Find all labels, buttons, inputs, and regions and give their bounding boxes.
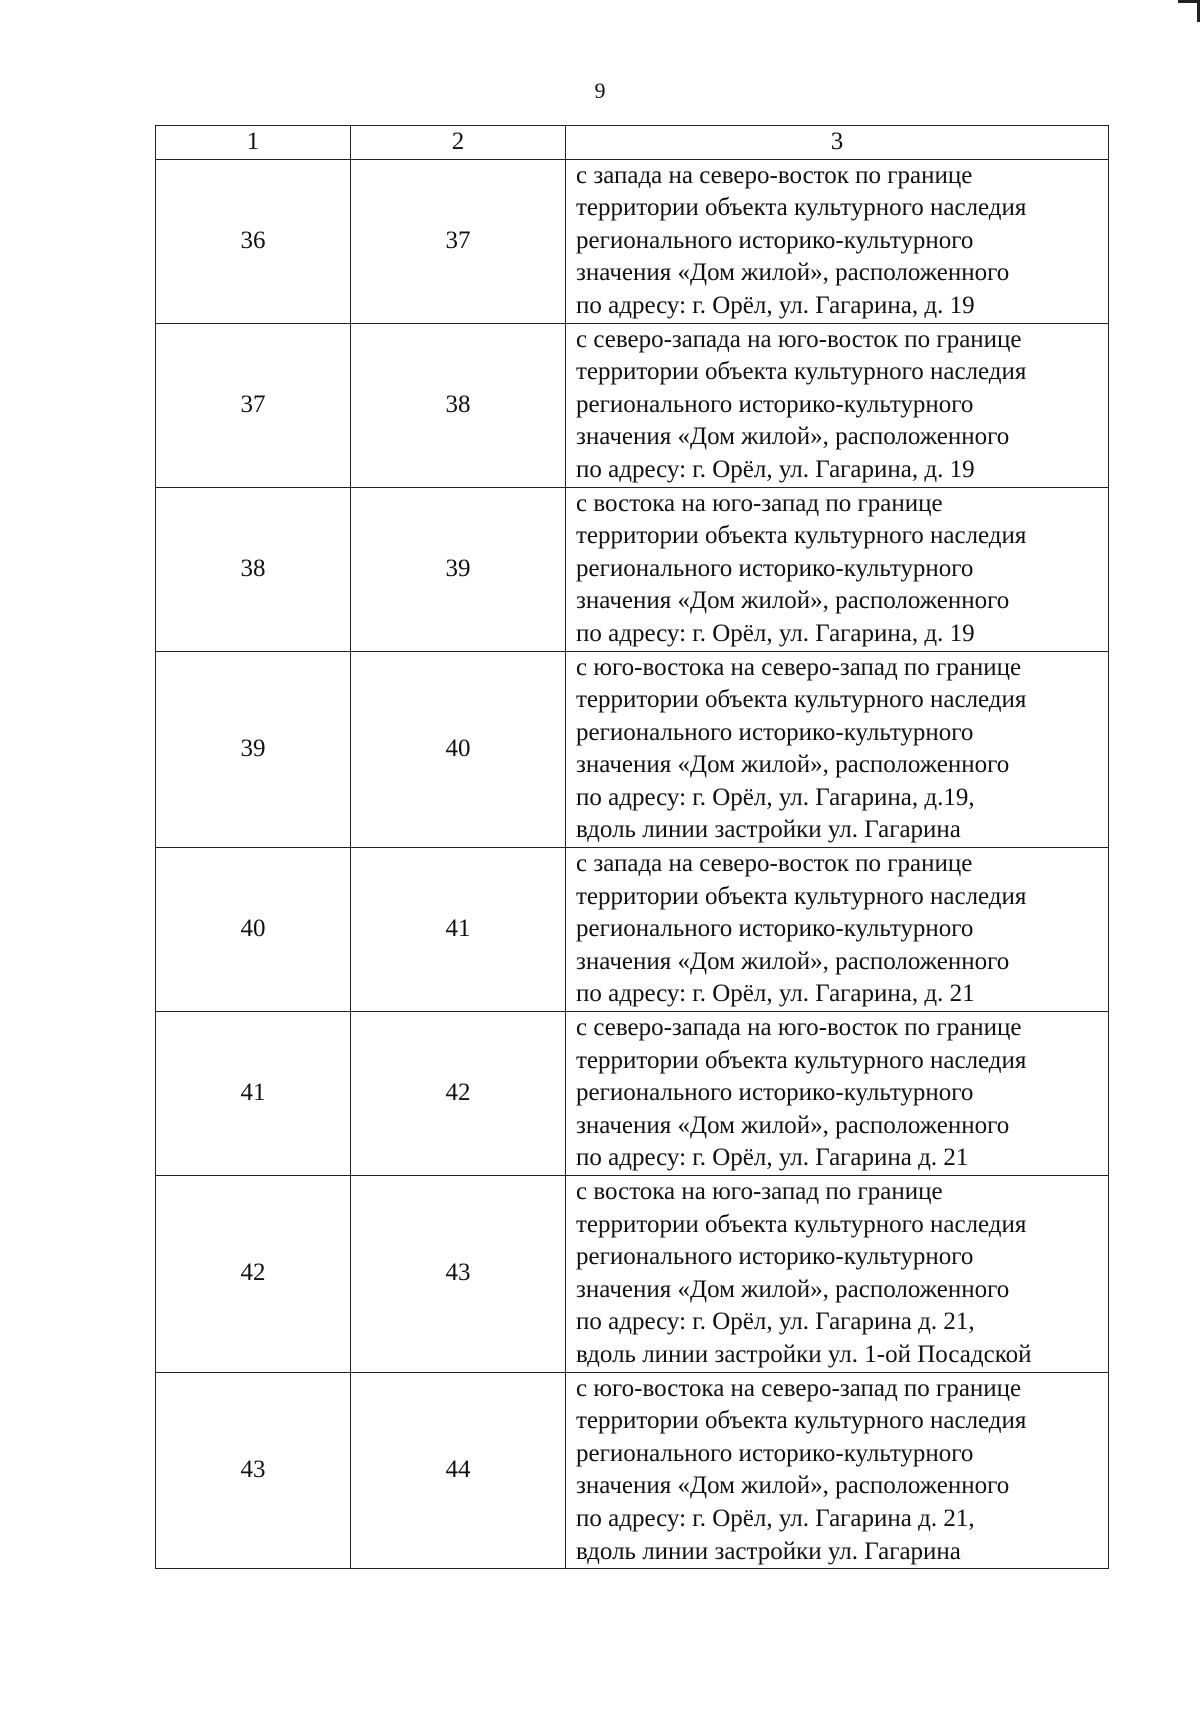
table-row [156, 1176, 1109, 1373]
to-point-cell: 37 [351, 159, 566, 323]
description-line: вдоль линии застройки ул. 1-ой Посадской [576, 1340, 1032, 1368]
description-line: регионального историко-культурного [576, 1439, 974, 1467]
description-line: территории объекта культурного наследия [576, 1407, 1027, 1435]
table-body [156, 159, 1109, 1569]
to-point-cell: 44 [351, 1372, 566, 1569]
description-line: по адресу: г. Орёл, ул. Гагарина д. 21 [576, 1144, 969, 1172]
description-line: по адресу: г. Орёл, ул. Гагарина, д. 21 [576, 980, 975, 1008]
description-line: территории объекта культурного наследия [576, 358, 1027, 386]
boundary-description-cell [566, 323, 1109, 487]
table-row [156, 1372, 1109, 1569]
description-line: значения «Дом жилой», расположенного [576, 1111, 1010, 1139]
table-row [156, 323, 1109, 487]
to-point-cell: 43 [351, 1176, 566, 1373]
description-line: по адресу: г. Орёл, ул. Гагарина, д. 19 [576, 455, 975, 483]
description-line: территории объекта культурного наследия [576, 686, 1027, 714]
description-line: регионального историко-культурного [576, 915, 974, 943]
description-line: значения «Дом жилой», расположенного [576, 423, 1010, 451]
from-point-cell: 37 [156, 323, 351, 487]
description-line: территории объекта культурного наследия [576, 1046, 1027, 1074]
page-number: 9 [594, 78, 606, 103]
table-row [156, 159, 1109, 323]
to-point-cell: 38 [351, 323, 566, 487]
description-line: вдоль линии застройки ул. Гагарина [576, 816, 961, 844]
description-line: значения «Дом жилой», расположенного [576, 751, 1010, 779]
description-line: с востока на юго-запад по границе [576, 1178, 943, 1205]
boundary-table-container [155, 125, 1109, 1569]
description-line: с северо-запада на юго-восток по границе [576, 1014, 1022, 1042]
to-point-cell: 39 [351, 487, 566, 651]
boundary-description-cell [566, 848, 1109, 1012]
to-point-cell: 42 [351, 1012, 566, 1176]
boundary-description-cell [566, 651, 1109, 848]
boundary-points-table [155, 125, 1109, 1569]
column-header-3: 3 [566, 126, 1109, 160]
from-point-cell: 40 [156, 848, 351, 1012]
description-line: территории объекта культурного наследия [576, 1210, 1027, 1238]
description-line: регионального историко-культурного [576, 554, 974, 582]
boundary-description-cell [566, 1372, 1109, 1569]
description-line: регионального историко-культурного [576, 718, 974, 746]
page-corner-mark [1178, 0, 1200, 22]
from-point-cell: 43 [156, 1372, 351, 1569]
column-header-1: 1 [156, 126, 351, 160]
description-line: регионального историко-культурного [576, 390, 974, 418]
description-line: регионального историко-культурного [576, 1079, 974, 1107]
table-row [156, 1012, 1109, 1176]
description-line: по адресу: г. Орёл, ул. Гагарина д. 21, [576, 1504, 975, 1532]
description-line: с юго-востока на северо-запад по границе [576, 653, 1022, 681]
table-row [156, 487, 1109, 651]
from-point-cell: 42 [156, 1176, 351, 1373]
table-row [156, 651, 1109, 848]
boundary-description-cell [566, 1012, 1109, 1176]
description-line: регионального историко-культурного [576, 226, 974, 254]
description-line: с востока на юго-запад по границе [576, 489, 943, 517]
table-row [156, 848, 1109, 1012]
description-line: по адресу: г. Орёл, ул. Гагарина д. 21, [576, 1308, 975, 1336]
description-line: значения «Дом жилой», расположенного [576, 587, 1010, 615]
description-line: с запада на северо-восток по границе [576, 850, 973, 878]
description-line: значения «Дом жилой», расположенного [576, 1472, 1010, 1500]
description-line: с запада на северо-восток по границе [576, 161, 973, 189]
from-point-cell: 39 [156, 651, 351, 848]
boundary-description-cell [566, 1176, 1109, 1373]
description-line: значения «Дом жилой», расположенного [576, 947, 1010, 975]
to-point-cell: 40 [351, 651, 566, 848]
description-line: значения «Дом жилой», расположенного [576, 1275, 1010, 1303]
description-line: значения «Дом жилой», расположенного [576, 259, 1010, 287]
from-point-cell: 41 [156, 1012, 351, 1176]
description-line: вдоль линии застройки ул. Гагарина [576, 1537, 961, 1565]
description-line: по адресу: г. Орёл, ул. Гагарина, д.19, [576, 783, 975, 811]
description-line: с юго-востока на северо-запад по границе [576, 1374, 1022, 1402]
column-header-2: 2 [351, 126, 566, 160]
description-line: регионального историко-культурного [576, 1243, 974, 1271]
description-line: территории объекта культурного наследия [576, 194, 1027, 222]
to-point-cell: 41 [351, 848, 566, 1012]
from-point-cell: 38 [156, 487, 351, 651]
description-line: с северо-запада на юго-восток по границе [576, 325, 1022, 353]
description-line: территории объекта культурного наследия [576, 522, 1027, 550]
description-line: по адресу: г. Орёл, ул. Гагарина, д. 19 [576, 291, 975, 319]
table-header-row [156, 126, 1109, 160]
description-line: территории объекта культурного наследия [576, 882, 1027, 910]
boundary-description-cell [566, 487, 1109, 651]
boundary-description-cell [566, 159, 1109, 323]
description-line: по адресу: г. Орёл, ул. Гагарина, д. 19 [576, 619, 975, 647]
from-point-cell: 36 [156, 159, 351, 323]
